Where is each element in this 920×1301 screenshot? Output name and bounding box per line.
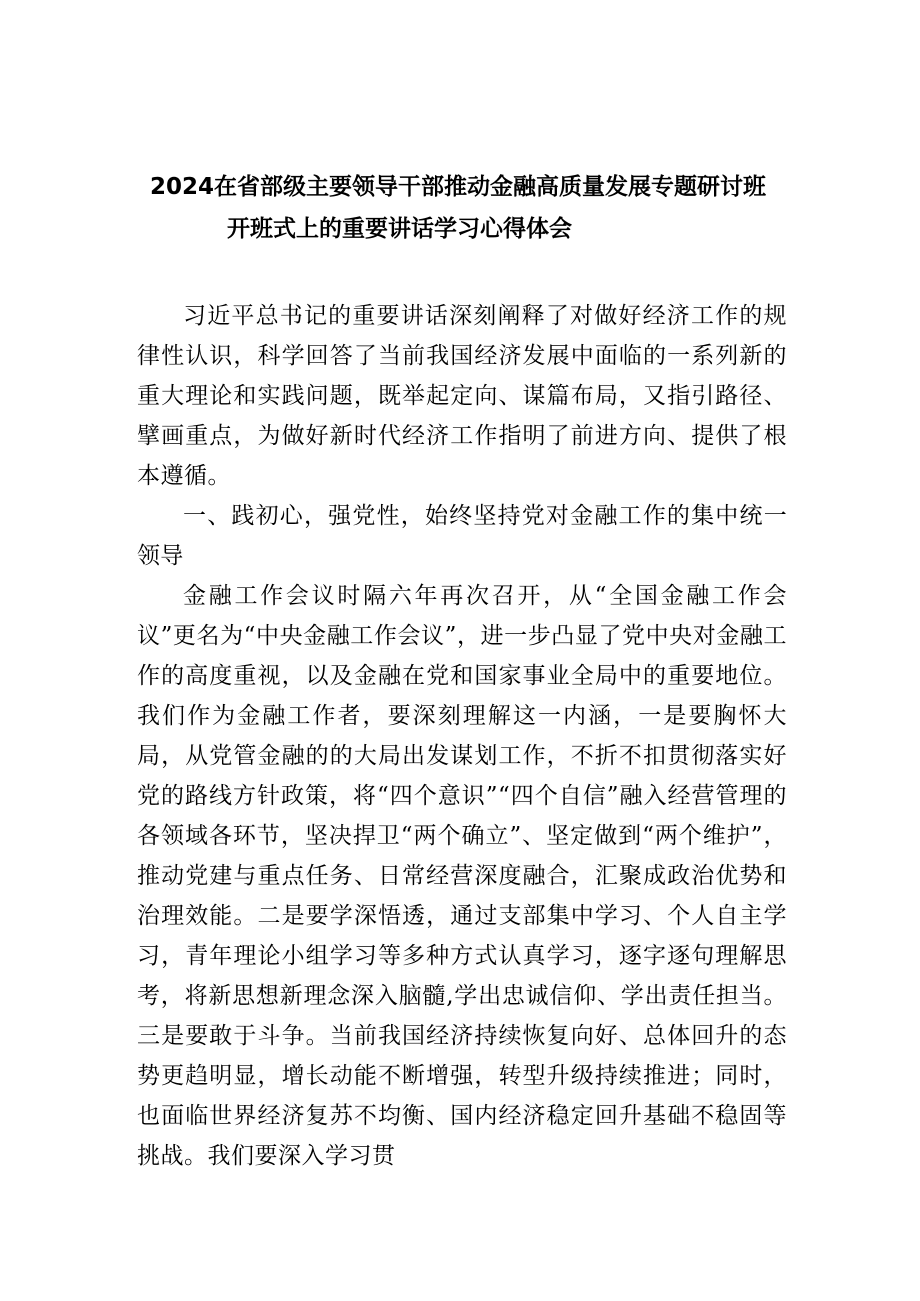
- intro-paragraph: 习近平总书记的重要讲话深刻阐释了对做好经济工作的规律性认识，科学回答了当前我国经济发展中面临的一系列新的重大理论和实践问题，既举起定向、谋篇布局，又指引路径、擘画重点，为做好新时代经济工作指明了前进方向、提供了根本遵循。: [137, 303, 787, 489]
- title-line-2: 开班式上的重要讲话学习心得体会: [227, 216, 572, 242]
- document-title: [150, 166, 810, 250]
- section-1-paragraph: 金融工作会议时隔六年再次召开，从“全国金融工作会议”更名为“中央金融工作会议”，进一步凸显了党中央对金融工作的高度重视，以及金融在党和国家事业全局中的重要地位。我们作为金融工作者，要深刻理解这一内涵，一是要胸怀大局，从党管金融的的大局出发谋划工作，不折不扣贯彻落实好党的路线方针政策，将“四个意识”“四个自信”融入经营管理的各领域各环节，坚决捍卫“两个确立”、坚定做到“两个维护”，推动党建与重点任务、日常经营深度融合，汇聚成政治优势和治理效能。二是要学深悟透，通过支部集中学习、个人自主学习，青年理论小组学习等多种方式认真学习，逐字逐句理解思考，将新思想新理念深入脑髓,学出忠诚信仰、学出责任担当。三是要敢于斗争。当前我国经济持续恢复向好、总体回升的态势更趋明显，增长动能不断增强，转型升级持续推进；同时，也面临世界经济复苏不均衡、国内经济稳定回升基础不稳固等挑战。我们要深入学习贯: [137, 583, 787, 1169]
- document-body: [137, 296, 787, 1176]
- title-line-1: 2024在省部级主要领导干部推动金融高质量发展专题研讨班: [150, 174, 767, 200]
- section-heading-1: 一、践初心，强党性，始终坚持党对金融工作的集中统一领导: [137, 503, 787, 569]
